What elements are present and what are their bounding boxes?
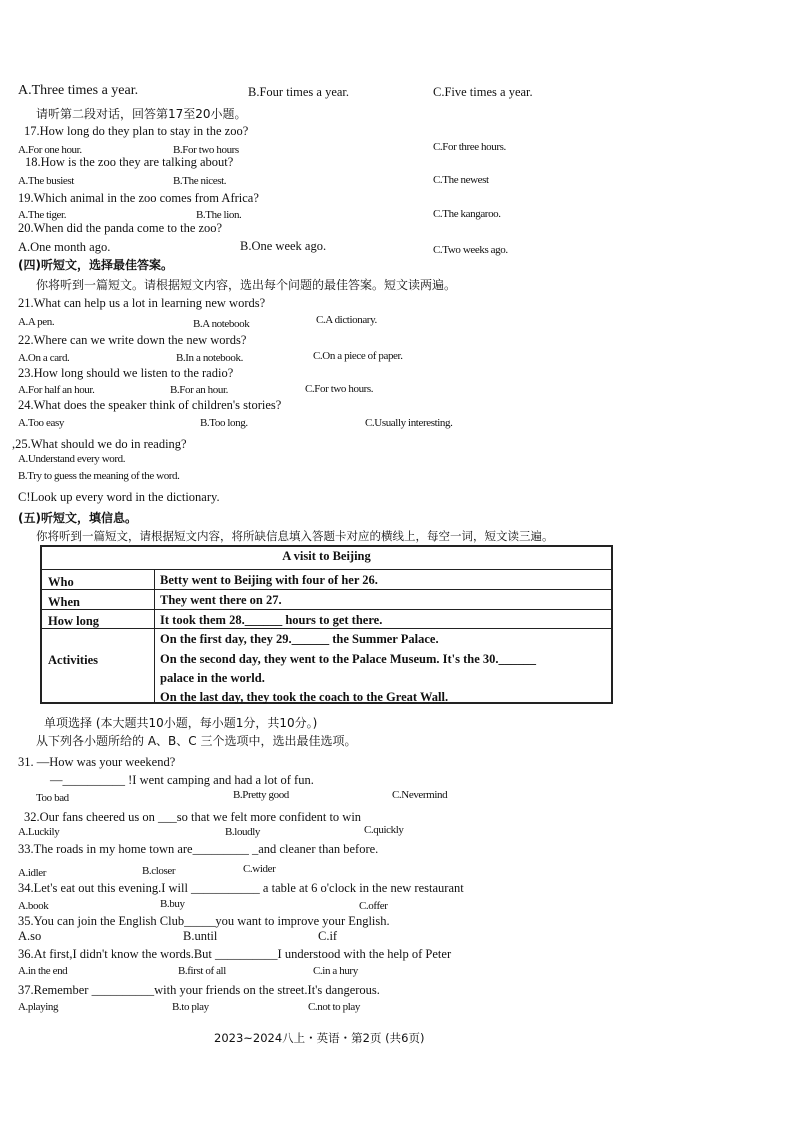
question-31-line2: —__________ !I went camping and had a lot of fun.	[50, 773, 314, 787]
question-34: 34.Let's eat out this evening.I will ___________ a table at 6 o'clock in the new restaurant	[18, 881, 464, 895]
q22-option-b: B.In a notebook.	[176, 352, 243, 364]
question-24: 24.What does the speaker think of children's stories?	[18, 398, 282, 412]
row-label-activities: Activities	[48, 653, 98, 667]
question-18: 18.How is the zoo they are talking about?	[25, 155, 234, 169]
activities-line-2: On the second day, they went to the Palace Museum. It's the 30.______	[160, 652, 537, 666]
q22-option-a: A.On a card.	[18, 352, 70, 364]
activities-line-3: palace in the world.	[160, 671, 265, 685]
q37-option-b: B.to play	[172, 1001, 209, 1013]
q31-option-c: C.Nevermind	[392, 789, 448, 801]
q23-option-a: A.For half an hour.	[18, 384, 95, 396]
activities-line-1: On the first day, they 29.______ the Summer Palace.	[160, 632, 439, 646]
table-row-divider	[42, 628, 611, 629]
q24-option-a: A.Too easy	[18, 417, 64, 429]
part2-title: 单项选择 (本大题共10小题，每小题1分，共10分。)	[44, 716, 318, 730]
row-label-how-long: How long	[48, 614, 100, 628]
question-35: 35.You can join the English Club_____you want to improve your English.	[18, 914, 390, 928]
section5-title: (五)听短文，填信息。	[18, 511, 137, 525]
q34-option-a: A.book	[18, 900, 49, 912]
row-content-how-long: It took them 28.______ hours to get there.	[160, 613, 383, 627]
q17-option-c: C.For three hours.	[433, 141, 506, 153]
table-column-divider	[154, 569, 155, 702]
question-32: 32.Our fans cheered us on ___so that we felt more confident to win	[24, 810, 362, 824]
q24-option-b: B.Too long.	[200, 417, 248, 429]
q16-option-c: C.Five times a year.	[433, 85, 533, 99]
q17-option-a: A.For one hour.	[18, 144, 82, 156]
row-content-when: They went there on 27.	[160, 593, 282, 607]
activities-line-4: On the last day, they took the coach to the Great Wall.	[160, 690, 449, 704]
question-33: 33.The roads in my home town are_________ _and cleaner than before.	[18, 842, 379, 856]
q19-option-c: C.The kangaroo.	[433, 208, 501, 220]
table-row-divider	[42, 609, 611, 610]
q19-option-b: B.The lion.	[196, 209, 242, 221]
q25-option-c: C!Look up every word in the dictionary.	[18, 490, 220, 504]
question-20: 20.When did the panda come to the zoo?	[18, 221, 223, 235]
q35-option-b: B.until	[183, 929, 218, 943]
q16-option-a: A.Three times a year.	[18, 83, 139, 98]
q35-option-a: A.so	[18, 929, 42, 943]
table-row-divider	[42, 569, 611, 570]
question-37: 37.Remember __________with your friends on the street.It's dangerous.	[18, 983, 380, 997]
section4-title: (四)听短文，选择最佳答案。	[18, 258, 173, 272]
question-31: 31. —How was your weekend?	[18, 755, 176, 769]
q31-option-a: Too bad	[36, 792, 69, 804]
q19-option-a: A.The tiger.	[18, 209, 67, 221]
q23-option-c: C.For two hours.	[305, 383, 374, 395]
q23-option-b: B.For an hour.	[170, 384, 228, 396]
q34-option-b: B.buy	[160, 898, 185, 910]
q20-option-b: B.One week ago.	[240, 239, 327, 253]
q32-option-a: A.Luckily	[18, 826, 60, 838]
question-22: 22.Where can we write down the new words?	[18, 333, 247, 347]
q36-option-b: B.first of all	[178, 965, 226, 977]
info-table	[40, 545, 613, 704]
q36-option-a: A.in the end	[18, 965, 68, 977]
question-36: 36.At first,I didn't know the words.But __________I understood with the help of Peter	[18, 947, 452, 961]
part2-instruction: 从下列各小题所给的 A、B、C 三个选项中，选出最佳选项。	[36, 734, 357, 748]
q18-option-b: B.The nicest.	[173, 175, 227, 187]
section4-instruction: 你将听到一篇短文。请根据短文内容，选出每个问题的最佳答案。短文读两遍。	[36, 278, 457, 292]
question-25: ,25.What should we do in reading?	[12, 437, 187, 451]
q32-option-c: C.quickly	[364, 824, 404, 836]
q20-option-c: C.Two weeks ago.	[433, 244, 508, 256]
q36-option-c: C.in a hury	[313, 965, 358, 977]
q37-option-c: C.not to play	[308, 1001, 360, 1013]
q21-option-a: A.A pen.	[18, 316, 55, 328]
row-content-who: Betty went to Beijing with four of her 26.	[160, 573, 378, 587]
q33-option-c: C.wider	[243, 863, 276, 875]
question-21: 21.What can help us a lot in learning new words?	[18, 296, 266, 310]
q21-option-c: C.A dictionary.	[316, 314, 377, 326]
q25-option-a: A.Understand every word.	[18, 453, 126, 465]
q33-option-b: B.closer	[142, 865, 176, 877]
q16-option-b: B.Four times a year.	[248, 85, 350, 99]
dialogue2-instruction: 请听第二段对话，回答第17至20小题。	[36, 107, 247, 121]
q25-option-b: B.Try to guess the meaning of the word.	[18, 470, 180, 482]
q22-option-c: C.On a piece of paper.	[313, 350, 403, 362]
q33-option-a: A.idler	[18, 867, 47, 879]
q34-option-c: C.offer	[359, 900, 388, 912]
table-title: A visit to Beijing	[282, 549, 371, 563]
q21-option-b: B.A notebook	[193, 318, 250, 330]
q17-option-b: B.For two hours	[173, 144, 239, 156]
q20-option-a: A.One month ago.	[18, 240, 111, 254]
q24-option-c: C.Usually interesting.	[365, 417, 453, 429]
q35-option-c: C.if	[318, 929, 338, 943]
row-label-when: When	[48, 595, 80, 609]
q18-option-c: C.The newest	[433, 174, 489, 186]
question-23: 23.How long should we listen to the radio?	[18, 366, 234, 380]
q18-option-a: A.The busiest	[18, 175, 74, 187]
q32-option-b: B.loudly	[225, 826, 260, 838]
table-row-divider	[42, 589, 611, 590]
question-17: 17.How long do they plan to stay in the zoo?	[24, 124, 249, 138]
q31-option-b: B.Pretty good	[233, 789, 289, 801]
q37-option-a: A.playing	[18, 1001, 59, 1013]
row-label-who: Who	[48, 575, 74, 589]
question-19: 19.Which animal in the zoo comes from Africa?	[18, 191, 259, 205]
section5-instruction: 你将听到一篇短文，请根据短文内容，将所缺信息填入答题卡对应的横线上，每空一词，短文读三遍。	[36, 529, 554, 543]
page-footer: 2023~2024八上・英语・第2页 (共6页)	[214, 1031, 425, 1045]
